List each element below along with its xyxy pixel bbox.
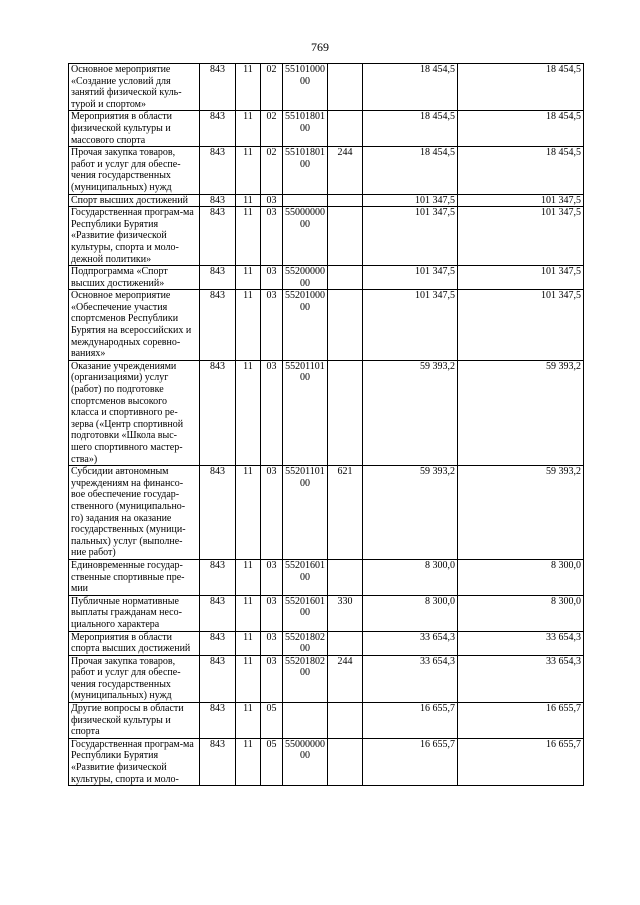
row-name: Публичные нормативные выплаты гражданам несо-циального характера [69,595,200,631]
row-subsection-code: 03 [261,631,283,655]
row-amount-1: 59 393,2 [363,466,458,560]
row-target-article-code: 55201802 00 [283,631,328,655]
row-expense-type-code: 244 [328,655,363,702]
row-name: Мероприятия в области физической культуры и массового спорта [69,111,200,147]
row-name: Основное мероприятие «Обеспечение участия спортсменов Республики Бурятия на всероссийских и международных соревно-ваниях» [69,290,200,361]
row-name: Мероприятия в области спорта высших достижений [69,631,200,655]
row-amount-2: 8 300,0 [458,559,584,595]
row-grbs-code: 843 [200,595,236,631]
row-name: Другие вопросы в области физической культуры и спорта [69,703,200,739]
row-expense-type-code [328,64,363,111]
row-amount-2: 18 454,5 [458,64,584,111]
row-section-code: 11 [236,360,261,465]
row-amount-1: 33 654,3 [363,655,458,702]
row-expense-type-code [328,111,363,147]
row-amount-1: 16 655,7 [363,738,458,785]
row-target-article-code: 55201000 00 [283,290,328,361]
row-subsection-code: 05 [261,703,283,739]
row-section-code: 11 [236,631,261,655]
row-name: Спорт высших достижений [69,194,200,207]
row-name: Единовременные государ-ственные спортивные пре-мии [69,559,200,595]
row-section-code: 11 [236,738,261,785]
table-row [69,207,584,266]
row-target-article-code [283,703,328,739]
row-amount-1: 59 393,2 [363,360,458,465]
row-subsection-code: 03 [261,559,283,595]
page-number: 769 [311,40,329,54]
row-grbs-code: 843 [200,738,236,785]
table-row [69,655,584,702]
row-amount-1: 8 300,0 [363,595,458,631]
row-subsection-code: 02 [261,111,283,147]
row-subsection-code: 03 [261,266,283,290]
row-grbs-code: 843 [200,207,236,266]
row-expense-type-code: 244 [328,147,363,194]
row-target-article-code: 55201101 00 [283,360,328,465]
table-row [69,360,584,465]
row-amount-1: 18 454,5 [363,147,458,194]
row-amount-2: 33 654,3 [458,631,584,655]
table-row [69,111,584,147]
budget-table-body [69,64,584,786]
row-section-code: 11 [236,655,261,702]
row-amount-2: 101 347,5 [458,290,584,361]
row-name: Государственная програм-ма Республики Бурятия «Развитие физической культуры, спорта и моло-дежной политики» [69,207,200,266]
row-amount-1: 8 300,0 [363,559,458,595]
row-grbs-code: 843 [200,655,236,702]
row-subsection-code: 02 [261,64,283,111]
row-target-article-code: 55201601 00 [283,595,328,631]
row-grbs-code: 843 [200,64,236,111]
row-grbs-code: 843 [200,559,236,595]
row-target-article-code: 55000000 00 [283,207,328,266]
row-amount-2: 101 347,5 [458,207,584,266]
table-row [69,266,584,290]
row-grbs-code: 843 [200,266,236,290]
row-amount-1: 33 654,3 [363,631,458,655]
budget-table [68,63,584,786]
table-row [69,147,584,194]
row-section-code: 11 [236,147,261,194]
row-expense-type-code [328,266,363,290]
row-expense-type-code [328,631,363,655]
table-row [69,194,584,207]
row-section-code: 11 [236,194,261,207]
row-name: Государственная програм-ма Республики Бурятия «Развитие физической культуры, спорта и моло- [69,738,200,785]
row-grbs-code: 843 [200,147,236,194]
row-subsection-code: 03 [261,360,283,465]
row-amount-2: 18 454,5 [458,111,584,147]
row-expense-type-code: 330 [328,595,363,631]
row-amount-1: 101 347,5 [363,290,458,361]
row-subsection-code: 03 [261,595,283,631]
row-expense-type-code [328,703,363,739]
row-expense-type-code [328,360,363,465]
row-expense-type-code [328,207,363,266]
row-grbs-code: 843 [200,703,236,739]
row-grbs-code: 843 [200,290,236,361]
row-section-code: 11 [236,595,261,631]
row-amount-1: 101 347,5 [363,207,458,266]
row-expense-type-code [328,738,363,785]
row-grbs-code: 843 [200,631,236,655]
table-row [69,64,584,111]
row-name: Прочая закупка товаров, работ и услуг для обеспе-чения государственных (муниципальных) нужд [69,147,200,194]
row-expense-type-code [328,290,363,361]
row-grbs-code: 843 [200,360,236,465]
row-amount-1: 18 454,5 [363,64,458,111]
row-amount-2: 33 654,3 [458,655,584,702]
row-section-code: 11 [236,559,261,595]
row-amount-1: 18 454,5 [363,111,458,147]
table-row [69,290,584,361]
row-name: Субсидии автономным учреждениям на финансо-вое обеспечение государ-ственного (муниципально-го) задания на оказание государственных (муници-пальных) услуг (выполне-ние работ) [69,466,200,560]
row-grbs-code: 843 [200,466,236,560]
table-row [69,595,584,631]
table-row [69,703,584,739]
row-target-article-code: 55101000 00 [283,64,328,111]
row-section-code: 11 [236,703,261,739]
row-amount-2: 59 393,2 [458,360,584,465]
row-amount-2: 101 347,5 [458,266,584,290]
row-amount-1: 101 347,5 [363,194,458,207]
row-subsection-code: 02 [261,147,283,194]
row-subsection-code: 03 [261,466,283,560]
row-target-article-code: 55101801 00 [283,147,328,194]
table-row [69,738,584,785]
row-name: Подпрограмма «Спорт высших достижений» [69,266,200,290]
row-expense-type-code: 621 [328,466,363,560]
row-target-article-code: 55201601 00 [283,559,328,595]
row-target-article-code: 55201802 00 [283,655,328,702]
row-subsection-code: 03 [261,194,283,207]
row-amount-2: 16 655,7 [458,738,584,785]
row-name: Прочая закупка товаров, работ и услуг для обеспе-чения государственных (муниципальных) нужд [69,655,200,702]
row-section-code: 11 [236,111,261,147]
row-section-code: 11 [236,64,261,111]
row-subsection-code: 03 [261,207,283,266]
row-name: Основное мероприятие «Создание условий для занятий физической куль-турой и спортом» [69,64,200,111]
table-row [69,466,584,560]
row-section-code: 11 [236,266,261,290]
row-section-code: 11 [236,207,261,266]
row-amount-1: 16 655,7 [363,703,458,739]
row-amount-2: 18 454,5 [458,147,584,194]
row-name: Оказание учреждениями (организациями) услуг (работ) по подготовке спортсменов высокого класса и спортивного ре-зерва («Центр спортивной подготовки «Школа выс-шего спортивного мастер-ства») [69,360,200,465]
table-row [69,559,584,595]
row-target-article-code: 55000000 00 [283,738,328,785]
row-subsection-code: 05 [261,738,283,785]
row-section-code: 11 [236,466,261,560]
row-amount-1: 101 347,5 [363,266,458,290]
row-amount-2: 16 655,7 [458,703,584,739]
row-amount-2: 59 393,2 [458,466,584,560]
row-subsection-code: 03 [261,290,283,361]
row-section-code: 11 [236,290,261,361]
row-target-article-code: 55101801 00 [283,111,328,147]
row-grbs-code: 843 [200,111,236,147]
row-amount-2: 101 347,5 [458,194,584,207]
row-subsection-code: 03 [261,655,283,702]
row-grbs-code: 843 [200,194,236,207]
row-expense-type-code [328,559,363,595]
row-amount-2: 8 300,0 [458,595,584,631]
table-row [69,631,584,655]
row-target-article-code: 55200000 00 [283,266,328,290]
row-expense-type-code [328,194,363,207]
row-target-article-code [283,194,328,207]
row-target-article-code: 55201101 00 [283,466,328,560]
